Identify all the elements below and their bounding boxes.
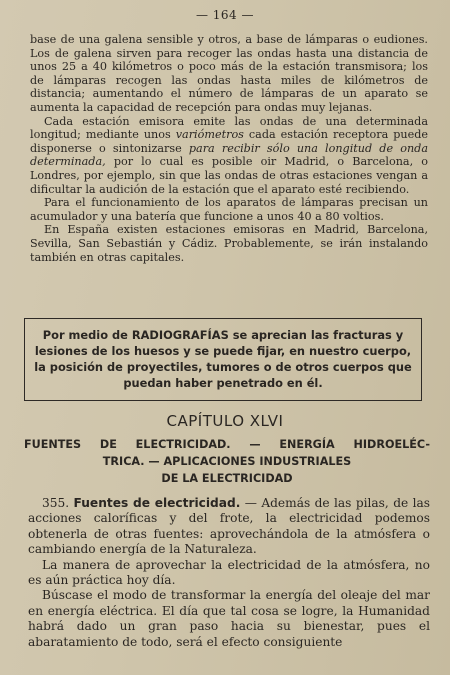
chapter-subheading [24, 436, 430, 487]
section-text [28, 496, 430, 650]
section-number: 355. [42, 496, 70, 510]
text-run: cada estación receptora puede disponerse o sintonizarse [30, 128, 429, 155]
paragraph: Búscase el modo de transformar la energía del oleaje del mar en energía eléctrica. El día que tal cosa se logre, la Humanidad habrá dado un gran paso hacia su bienestar, pues el abaratamiento de todo, será el efecto consiguiente [28, 588, 430, 649]
paragraph [28, 496, 430, 558]
paragraph: base de una galena sensible y otros, a base de lámparas o eudiones. Los de galena sirven para recoger las ondas hasta una distancia de unos 25 a 40 kilómetros o poco más de la estación transmisora; los de lámparas recogen las ondas hasta miles de kilómetros de distancia; aumentando el número de lámparas de un aparato se aumenta la capacidad de recepción para ondas muy lejanas. [30, 33, 428, 114]
subheading-line: FUENTES DE ELECTRICIDAD. — ENERGÍA HIDROELÉC- [24, 438, 430, 451]
subheading-line: TRICA. — APLICACIONES INDUSTRIALES [102, 455, 352, 468]
italic-run: para recibir sólo una longitud de onda determinada, [30, 141, 428, 169]
text-run: — Además de las pilas, de las acciones caloríficas y del frote, la electricidad podemos obtenerla de otras fuentes: aprovechándola de la atmósfera o cambiando energía de la Naturaleza. [28, 496, 431, 557]
chapter-title: CAPÍTULO XLVI [166, 412, 284, 430]
paragraph: Para el funcionamiento de los aparatos de lámparas precisan un acumulador y una batería que funcione a unos 40 a 80 voltios. [30, 196, 428, 223]
text-run: Cada estación emisora emite las ondas de una determinada longitud; mediante unos [30, 114, 428, 142]
italic-run: variómetros [175, 128, 244, 142]
text-run: por lo cual es posible oir Madrid, o Barcelona, o Londres, por ejemplo, sin que las ondas de otras estaciones vengan a dificultar la audición de la estación que el aparato esté recibiendo. [30, 155, 428, 196]
page-number: — 164 — [195, 8, 255, 22]
callout-box: Por medio de RADIOGRAFÍAS se aprecian las fracturas y lesiones de los huesos y se puede fijar, en nuestro cuerpo, la posición de proyectiles, tumores o de otros cuerpos que puedan haber penetrado en él. [24, 318, 422, 401]
subheading-line: DE LA ELECTRICIDAD [161, 472, 293, 485]
section-title: Fuentes de electricidad. [73, 496, 241, 510]
paragraph: La manera de aprovechar la electricidad de la atmósfera, no es aún práctica hoy día. [28, 557, 430, 588]
paragraph: En España existen estaciones emisoras en Madrid, Barcelona, Sevilla, San Sebastián y Cádiz. Probablemente, se irán instalando también en otras capitales. [30, 223, 428, 264]
body-text [30, 33, 428, 264]
paragraph [30, 115, 428, 197]
